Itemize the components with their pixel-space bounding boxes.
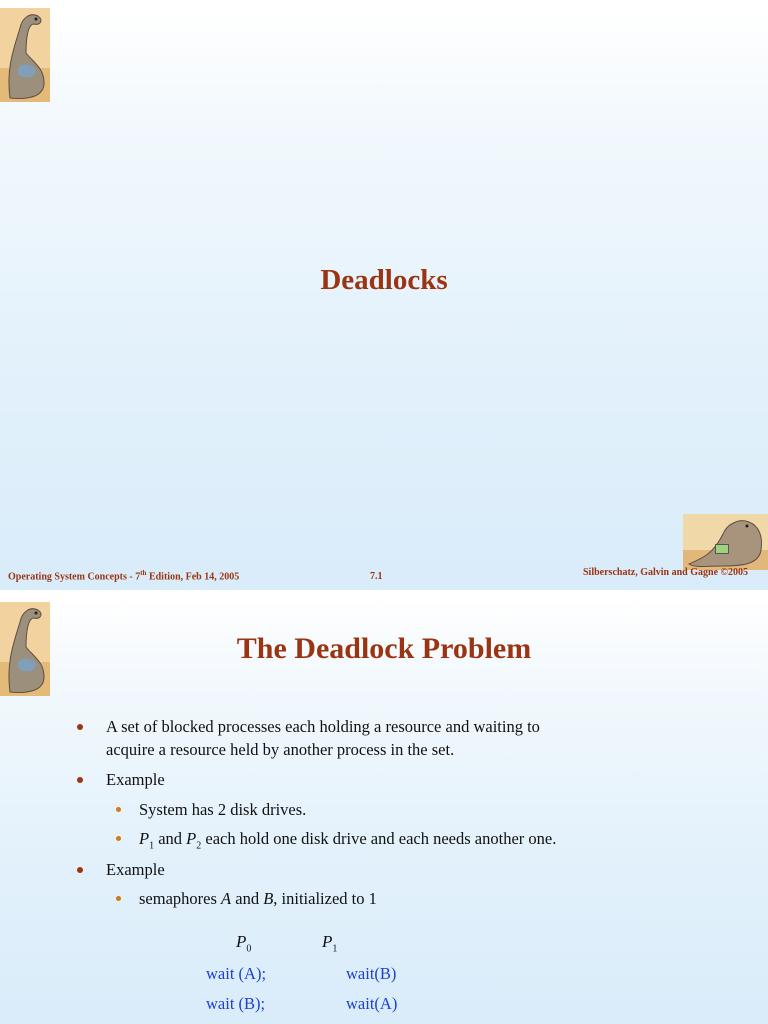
dinosaur-logo-icon: [0, 8, 50, 102]
code-p0-line: wait (B);: [206, 994, 266, 1013]
slide-1: [0, 8, 768, 590]
footer-left: Operating System Concepts - 7th Edition, Feb 14, 2005: [8, 568, 240, 582]
dinosaur-laptop-icon: [683, 514, 768, 570]
slide-title: The Deadlock Problem: [236, 632, 532, 665]
sub-bullet-text: System has 2 disk drives.: [139, 800, 307, 819]
page-gutter: [0, 590, 768, 598]
bullet-dot: [77, 777, 83, 783]
footer-page-number: 7.1: [370, 571, 383, 582]
page-gutter: [0, 0, 768, 8]
process-p0-label: $P_0$: [236, 932, 252, 955]
slide-2: [0, 598, 768, 1024]
code-p0-line: wait (A);: [206, 964, 267, 983]
slide-title: Deadlocks: [320, 264, 448, 296]
code-p1-line: wait(B): [346, 964, 397, 983]
footer-right: Silberschatz, Galvin and Gagne ©2005: [583, 567, 748, 578]
bullet-dot: [77, 867, 83, 873]
bullet-text: Example: [106, 860, 165, 879]
process-p1-label: $P_1$: [322, 932, 338, 955]
sub-bullet-dot: [116, 836, 121, 841]
bullet-text: Example: [106, 770, 165, 789]
code-p1-line: wait(A): [346, 994, 398, 1013]
sub-bullet-dot: [116, 807, 121, 812]
sub-bullet-text: $P_1$ and $P_2$ each hold one disk drive and each needs another one.: [139, 829, 557, 852]
sub-bullet-text: semaphores A and B, initialized to 1: [139, 889, 377, 908]
bullet-text: A set of blocked processes each holding a resource and waiting to acquire a resource held by another process in the set.: [106, 717, 540, 759]
bullet-dot: [77, 724, 83, 730]
sub-bullet-dot: [116, 896, 121, 901]
